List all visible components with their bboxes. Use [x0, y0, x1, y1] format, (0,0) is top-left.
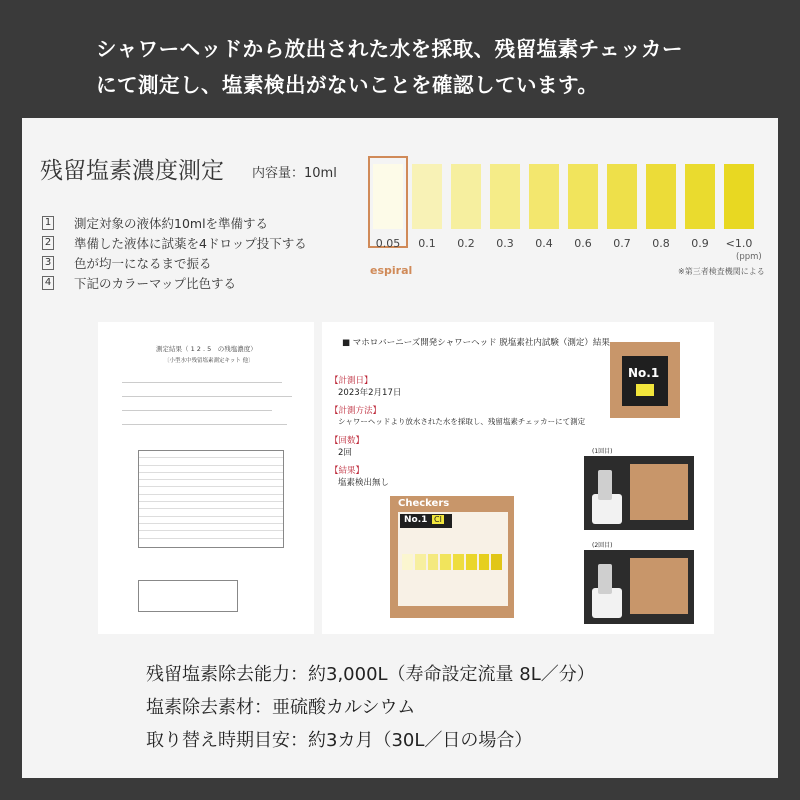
photo-2-caption: (2回目) [592, 542, 613, 549]
result-label: 【結果】 [330, 466, 365, 476]
text-line [122, 410, 272, 411]
step-number: 3 [42, 256, 54, 270]
color-swatch [412, 164, 442, 229]
test-tube [598, 564, 612, 594]
color-scale [368, 156, 764, 286]
step-list [42, 213, 307, 293]
step-item [42, 213, 307, 233]
text-line [122, 424, 287, 425]
color-swatch [529, 164, 559, 229]
swatch-label: 0.8 [652, 237, 670, 250]
report-table [138, 450, 284, 548]
header [0, 0, 800, 118]
count-value: 2回 [338, 448, 352, 458]
step-text: 色が均一になるまで振る [74, 256, 212, 271]
kit-label [622, 356, 668, 406]
color-swatch [685, 164, 715, 229]
result-value: 塩素検出無し [338, 478, 390, 488]
color-swatch [607, 164, 637, 229]
text-line [122, 396, 292, 397]
inhouse-test-document [322, 322, 714, 634]
swatch-label: 0.9 [691, 237, 709, 250]
kit-box-photo [630, 558, 688, 614]
photo-1-caption: (1回目) [592, 448, 613, 455]
step-number: 4 [42, 276, 54, 290]
step-item [42, 233, 307, 253]
kit-box-photo [630, 464, 688, 520]
count-label: 【回数】 [330, 436, 365, 446]
color-swatch [451, 164, 481, 229]
header-line-1: シャワーヘッドから放出された水を採取、残留塩素チェッカー [96, 37, 683, 61]
swatch-label: 0.7 [613, 237, 631, 250]
report-summary-table [138, 580, 238, 612]
content-panel [22, 118, 778, 778]
kit-color-chart [402, 554, 502, 570]
swatch-label: <1.0 [725, 237, 753, 250]
checker-kit-box [610, 342, 680, 418]
doc-heading: ■ マホロバーニーズ開発シャワーヘッド 脱塩素社内試験（測定）結果 [342, 338, 610, 348]
test-report-document [98, 322, 314, 634]
date-label: 【計測日】 [330, 376, 373, 386]
measurement-title: 残留塩素濃度測定 [40, 158, 224, 184]
unit-label: (ppm) [736, 252, 762, 262]
step-item [42, 273, 307, 293]
method-value: シャワーヘッドより放水された水を採取し、残留塩素チェッカーにて測定 [338, 417, 586, 426]
text-line [122, 382, 282, 384]
report-subtitle: 〔小型水中残留塩素測定キット 他〕 [164, 358, 254, 364]
feature-capacity: 残留塩素除去能力：約3,000L（寿命設定流量 8L／分） [146, 664, 595, 685]
feature-material: 塩素除去素材：亜硫酸カルシウム [146, 697, 416, 718]
step-number: 2 [42, 236, 54, 250]
color-swatch [724, 164, 754, 229]
step-text: 下記のカラーマップ比色する [74, 276, 237, 291]
report-title: 測定結果（ 1 2 . 5 の残塩濃度） [156, 345, 257, 353]
swatch-label: 0.3 [496, 237, 514, 250]
step-text: 準備した液体に試薬を4ドロップ投下する [74, 236, 307, 251]
color-swatch [646, 164, 676, 229]
measurement-photo-1 [584, 456, 694, 530]
feature-list [146, 658, 595, 757]
header-line-2: にて測定し、塩素検出がないことを確認しています。 [96, 73, 599, 97]
step-text: 測定対象の液体約10mlを準備する [74, 216, 269, 231]
color-swatch [490, 164, 520, 229]
kit-brand: Checkers [398, 498, 450, 509]
kit-card-inner [398, 512, 508, 606]
swatch-label: 0.6 [574, 237, 592, 250]
brand-label: espiral [370, 264, 413, 277]
test-tube [598, 470, 612, 500]
capacity-label: 内容量：10ml [252, 166, 337, 181]
method-label: 【計測方法】 [330, 406, 382, 416]
kit-element: Cl [434, 515, 442, 524]
feature-replacement: 取り替え時期目安：約3カ月（30L／日の場合） [146, 730, 533, 751]
measurement-photo-2 [584, 550, 694, 624]
kit-element-badge [636, 384, 654, 396]
source-note: ※第三者検査機関による [678, 267, 765, 276]
swatch-label: 0.05 [375, 237, 401, 250]
kit-card-model: No.1 Cl [400, 514, 452, 528]
step-number: 1 [42, 216, 54, 230]
swatch-label: 0.1 [418, 237, 436, 250]
color-swatch [568, 164, 598, 229]
step-item [42, 253, 307, 273]
checker-kit-card [390, 496, 514, 618]
date-value: 2023年2月17日 [338, 388, 402, 398]
swatch-label: 0.4 [535, 237, 553, 250]
kit-model: No.1 [628, 366, 660, 380]
color-swatch [373, 164, 403, 229]
swatch-label: 0.2 [457, 237, 475, 250]
